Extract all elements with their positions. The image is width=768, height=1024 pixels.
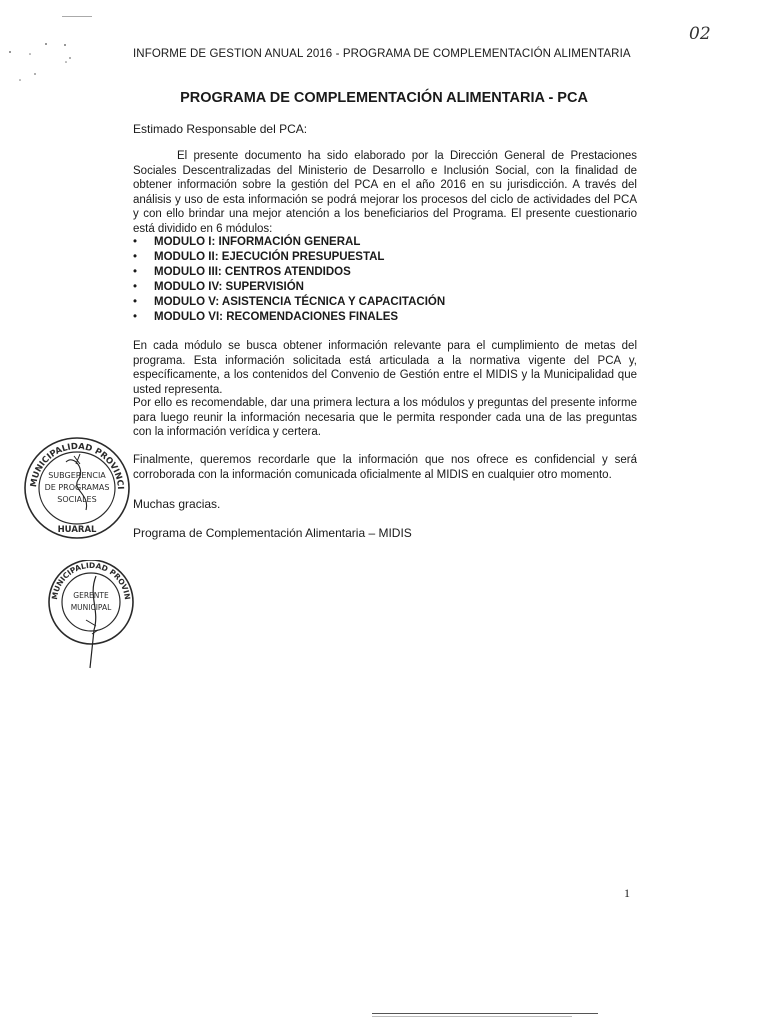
module-item: • MODULO III: CENTROS ATENDIDOS <box>133 265 445 280</box>
module-item: • MODULO V: ASISTENCIA TÉCNICA Y CAPACITACIÓN <box>133 295 445 310</box>
salutation: Estimado Responsable del PCA: <box>133 122 308 136</box>
running-header: INFORME DE GESTION ANUAL 2016 - PROGRAMA DE COMPLEMENTACIÓN ALIMENTARIA <box>133 48 631 60</box>
subgerencia-seal <box>16 432 138 544</box>
recommendation-paragraph: Por ello es recomendable, dar una primera lectura a los módulos y preguntas del presente informe para luego reunir la información necesaria que le permita responder cada una de las preguntas con la información verídica y certera. <box>133 397 637 439</box>
document-title: PROGRAMA DE COMPLEMENTACIÓN ALIMENTARIA - PCA <box>180 90 588 106</box>
svg-text:DE PROGRAMAS: DE PROGRAMAS <box>44 483 110 492</box>
svg-text:SUBGERENCIA: SUBGERENCIA <box>48 471 106 480</box>
module-item: • MODULO II: EJECUCIÓN PRESUPUESTAL <box>133 250 445 265</box>
handwritten-page-mark: 02 <box>689 24 711 44</box>
svg-text:SOCIALES: SOCIALES <box>57 495 97 504</box>
module-item: • MODULO VI: RECOMENDACIONES FINALES <box>133 310 445 325</box>
confidentiality-paragraph: Finalmente, queremos recordarle que la información que nos ofrece es confidencial y será corroborada con la información comunicada oficialmente al MIDIS en cualquier otro momento. <box>133 454 637 481</box>
signature-line: Programa de Complementación Alimentaria – MIDIS <box>133 526 412 540</box>
closing-thanks: Muchas gracias. <box>133 497 221 511</box>
gerente-municipal-seal <box>44 560 138 672</box>
module-list <box>133 235 445 325</box>
svg-text:HUARAL: HUARAL <box>57 525 97 535</box>
modules-paragraph: En cada módulo se busca obtener información relevante para el cumplimiento de metas del programa. Esta información solicitada está articulada a la normativa vigente del PCA y, específicamente, a los contenidos del Convenio de Gestión entre el MIDIS y la Municipalidad que usted representa. <box>133 340 637 396</box>
module-item: • MODULO IV: SUPERVISIÓN <box>133 280 445 295</box>
scan-specks <box>0 30 90 90</box>
svg-text:MUNICIPALIDAD PROVINCIAL DE HU: MUNICIPALIDAD PROVINCI <box>28 441 126 490</box>
bottom-scan-line <box>372 1013 598 1014</box>
svg-text:MUNICIPALIDAD PROVINCIAL DE HU: MUNICIPALIDAD PROVIN <box>49 560 132 601</box>
top-scan-line <box>62 16 92 17</box>
svg-text:MUNICIPAL: MUNICIPAL <box>70 603 112 612</box>
svg-text:GERENTE: GERENTE <box>73 591 109 600</box>
module-item: • MODULO I: INFORMACIÓN GENERAL <box>133 235 445 250</box>
bottom-scan-line-faint <box>372 1016 572 1017</box>
intro-paragraph: El presente documento ha sido elaborado por la Dirección General de Prestaciones Sociales Descentralizadas del Ministerio de Desarrollo e Inclusión Social, con la finalidad de obtener información sobre la gestión del PCA en el año 2016 en su jurisdicción. A través del análisis y uso de esta información se podrá mejorar los procesos del ciclo de actividades del PCA y con ello brindar una mejor atención a los beneficiarios del Programa. El presente cuestionario está dividido en 6 módulos: <box>133 150 637 235</box>
page-number: 1 <box>624 886 630 900</box>
